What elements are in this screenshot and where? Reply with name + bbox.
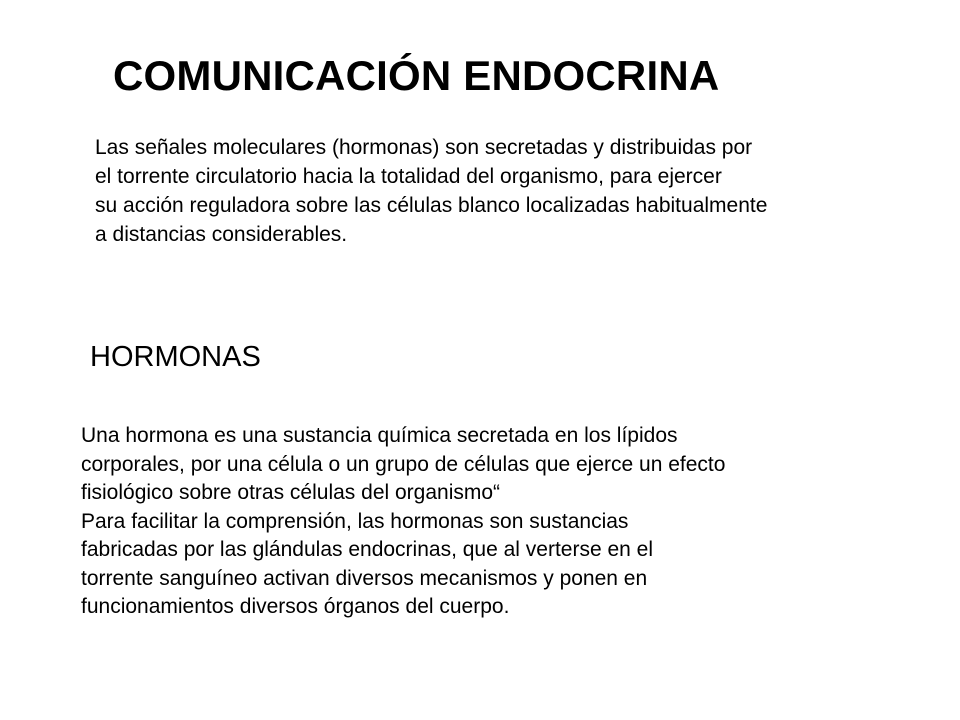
- intro-line: su acción reguladora sobre las células blanco localizadas habitualmente: [95, 194, 768, 217]
- body-line: Una hormona es una sustancia química secretada en los lípidos: [81, 424, 678, 447]
- slide-title: COMUNICACIÓN ENDOCRINA: [113, 52, 720, 99]
- body-line: fisiológico sobre otras células del organismo“: [81, 481, 501, 504]
- body-paragraph: [81, 422, 941, 622]
- intro-paragraph: [95, 133, 955, 249]
- body-line: torrente sanguíneo activan diversos mecanismos y ponen en: [81, 566, 648, 590]
- intro-line: el torrente circulatorio hacia la totalidad del organismo, para ejercer: [95, 165, 722, 188]
- body-line: Para facilitar la comprensión, las hormonas son sustancias: [81, 509, 629, 533]
- body-line: fabricadas por las glándulas endocrinas, que al verterse en el: [81, 538, 654, 561]
- body-line: funcionamientos diversos órganos del cuerpo.: [81, 595, 510, 618]
- body-line: corporales, por una célula o un grupo de células que ejerce un efecto: [81, 452, 726, 476]
- intro-line: a distancias considerables.: [95, 223, 348, 246]
- section-heading: HORMONAS: [90, 341, 261, 373]
- intro-line: Las señales moleculares (hormonas) son secretadas y distribuidas por: [95, 136, 753, 159]
